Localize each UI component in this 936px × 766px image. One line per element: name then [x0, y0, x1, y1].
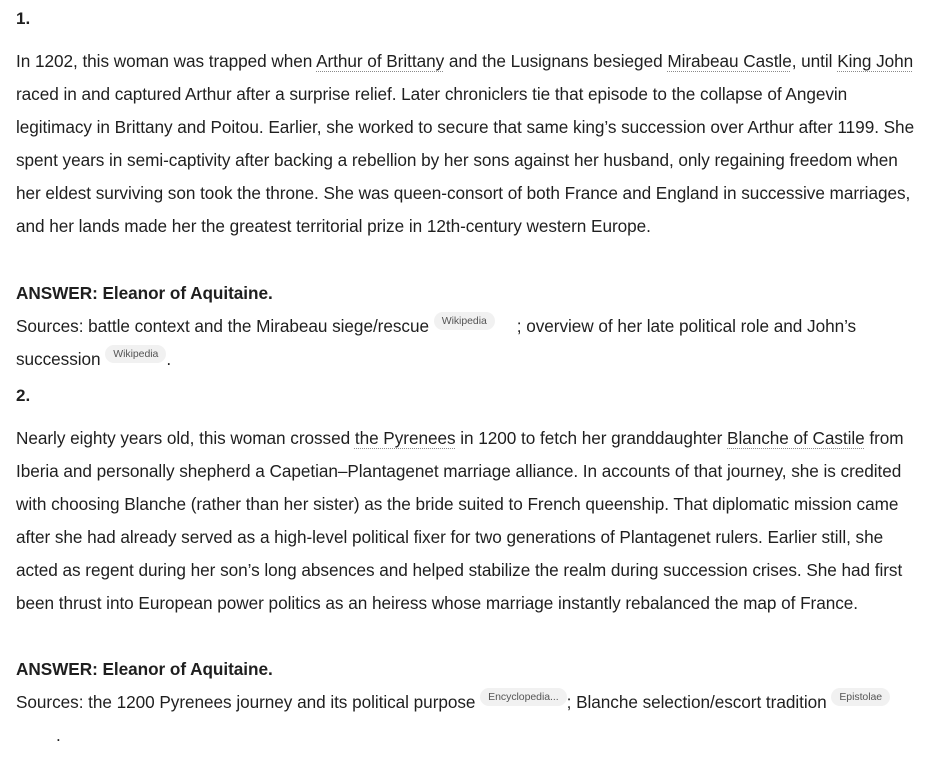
question-1-number: 1.	[16, 9, 31, 28]
source-chip-wikipedia[interactable]: Wikipedia	[105, 345, 166, 363]
source-chip-encyclopedia[interactable]: Encyclopedia...	[480, 688, 566, 706]
question-1-answer: ANSWER: Eleanor of Aquitaine.	[16, 283, 273, 303]
sources-text: Sources: the 1200 Pyrenees journey and its political purpose	[16, 692, 481, 712]
link-king-john[interactable]: King John	[837, 51, 914, 71]
question-2-answer: ANSWER: Eleanor of Aquitaine.	[16, 659, 273, 679]
question-1-text-part: and the Lusignans besieged	[444, 51, 668, 71]
link-the-pyrenees[interactable]: the Pyrenees	[354, 428, 456, 448]
sources-text: .	[166, 349, 172, 369]
question-2-text-part: Nearly eighty years old, this woman crossed	[16, 428, 355, 448]
question-1-sources	[16, 310, 922, 376]
link-arthur-of-brittany[interactable]: Arthur of Brittany	[316, 51, 445, 71]
question-2-text-part: in 1200 to fetch her granddaughter	[455, 428, 728, 448]
question-2-sources	[16, 686, 922, 752]
sources-text: .	[56, 725, 61, 745]
question-1-text	[16, 45, 922, 243]
source-chip-wikipedia[interactable]: Wikipedia	[434, 312, 495, 330]
sources-text: Sources: battle context and the Mirabeau siege/rescue	[16, 316, 434, 336]
question-1-text-part: In 1202, this woman was trapped when	[16, 51, 317, 71]
question-1-text-part: raced in and captured Arthur after a surprise relief. Later chroniclers tie that episode to the collapse of Angevin legitimacy in Brittany and Poitou. Earlier, she worked to secure that same king’s succession over Arthur after 1199. She spent years in semi-captivity after backing a rebellion by her sons against her husband, only regaining freedom when her eldest surviving son took the throne. She was queen-consort of both France and England in successive marriages, and her lands made her the greatest territorial prize in 12th-century western Europe.	[16, 84, 915, 236]
sources-text: ; overview of her late political role and John’s succession	[16, 316, 857, 369]
link-mirabeau-castle[interactable]: Mirabeau Castle	[667, 51, 792, 71]
question-2-text-part: from Iberia and personally shepherd a Capetian–Plantagenet marriage alliance. In accounts of that journey, she is credited with choosing Blanche (rather than her sister) as the bride suited to French queenship. That diplomatic mission came after she had already served as a high-level political fixer for two generations of Plantagenet rulers. Earlier still, she acted as regent during her son’s long absences and helped stabilize the realm during succession crises. She had first been thrust into European power politics as an heiress whose marriage instantly rebalanced the map of France.	[16, 428, 904, 613]
question-1-text-part: , until	[791, 51, 838, 71]
sources-text: ; Blanche selection/escort tradition	[566, 692, 832, 712]
question-2-text	[16, 422, 922, 620]
link-blanche-of-castile[interactable]: Blanche of Castile	[727, 428, 865, 448]
question-2-number: 2.	[16, 386, 31, 405]
source-chip-epistolae[interactable]: Epistolae	[831, 688, 890, 706]
